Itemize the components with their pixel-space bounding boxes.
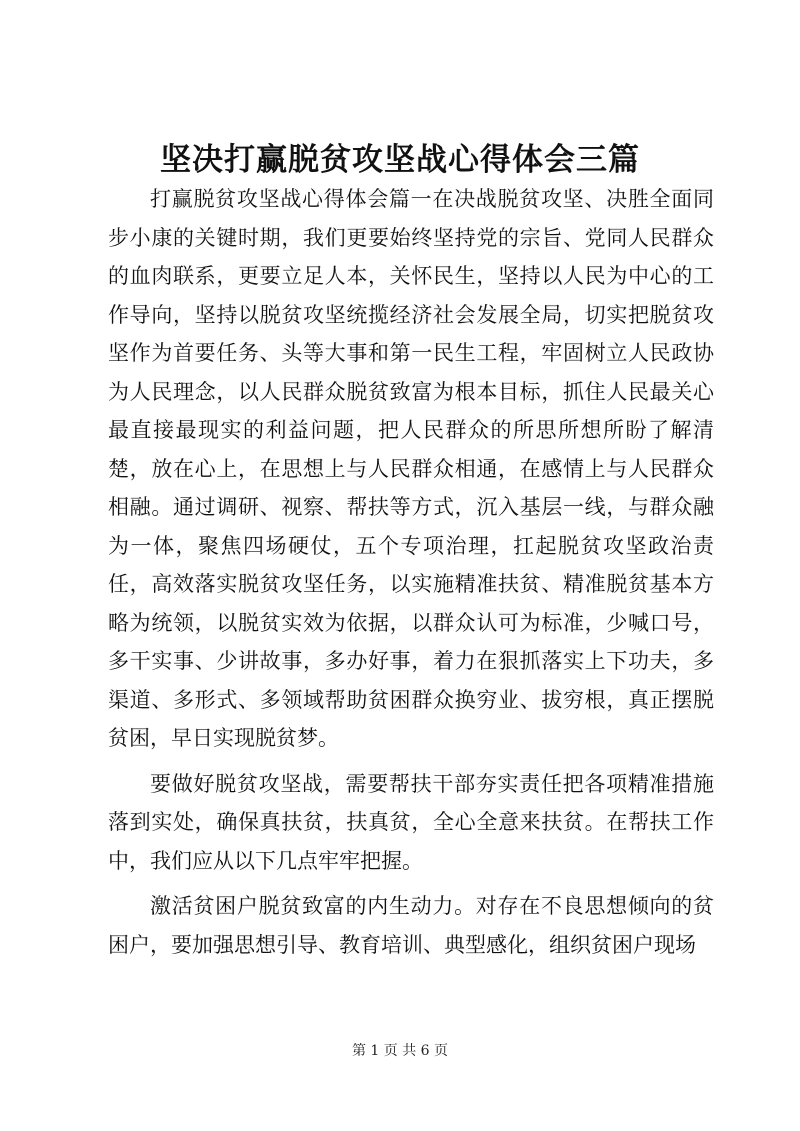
document-title: 坚决打赢脱贫攻坚战心得体会三篇	[160, 142, 640, 178]
paragraph-3: 激活贫困户脱贫致富的内生动力。对存在不良思想倾向的贫困户，要加强思想引导、教育培训、典型感化，组织贫困户现场	[108, 894, 714, 957]
page-number-footer: 第 1 页 共 6 页	[351, 1043, 449, 1059]
document-body	[108, 180, 714, 964]
paragraph-2: 要做好脱贫攻坚战，需要帮扶干部夯实责任把各项精准措施落到实处，确保真扶贫，扶真贫，全心全意来扶贫。在帮扶工作中，我们应从以下几点牢牢把握。	[108, 771, 714, 873]
paragraph-1: 打赢脱贫攻坚战心得体会篇一在决战脱贫攻坚、决胜全面同步小康的关键时期，我们更要始终坚持党的宗旨、党同人民群众的血肉联系，更要立足人本，关怀民生，坚持以人民为中心的工作导向，坚持以脱贫攻坚统揽经济社会发展全局，切实把脱贫攻坚作为首要任务、头等大事和第一民生工程，牢固树立人民政协为人民理念，以人民群众脱贫致富为根本目标，抓住人民最关心最直接最现实的利益问题，把人民群众的所思所想所盼了解清楚，放在心上，在思想上与人民群众相通，在感情上与人民群众相融。通过调研、视察、帮扶等方式，沉入基层一线，与群众融为一体，聚焦四场硬仗，五个专项治理，扛起脱贫攻坚政治责任，高效落实脱贫攻坚任务，以实施精准扶贫、精准脱贫基本方略为统领，以脱贫实效为依据，以群众认可为标准，少喊口号，多干实事、少讲故事，多办好事，着力在狠抓落实上下功夫，多渠道、多形式、多领域帮助贫困群众换穷业、拔穷根，真正摆脱贫困，早日实现脱贫梦。	[108, 187, 714, 750]
